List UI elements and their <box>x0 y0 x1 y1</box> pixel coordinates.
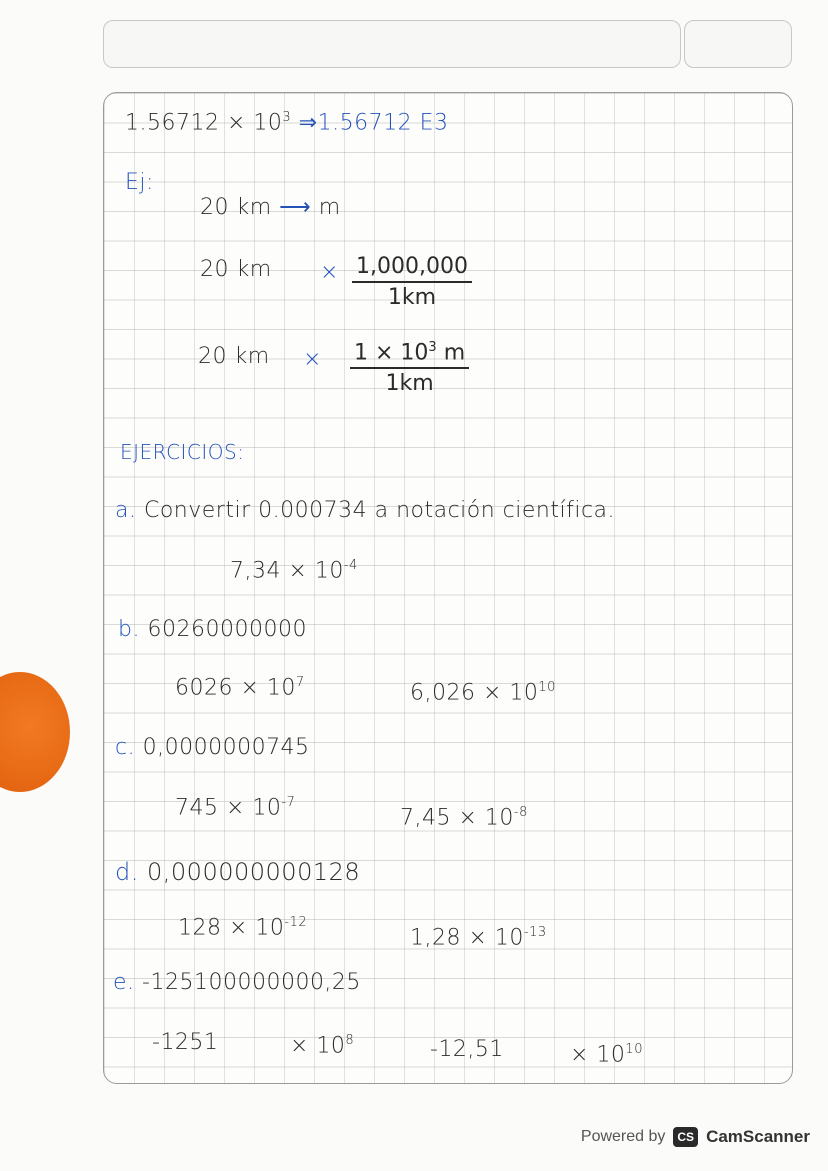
powered-by-text: Powered by <box>580 1128 666 1145</box>
example-3-fraction <box>350 340 469 396</box>
example-3-left: 20 km <box>198 344 270 369</box>
exercise-b: b. 60260000000 <box>118 617 307 642</box>
exercise-b-answer-2: $6,026 \times 10^{10}$ <box>410 680 556 706</box>
fraction-denominator: 1km <box>385 371 434 397</box>
exercise-d: d. 0,000000000128 <box>115 858 361 886</box>
example-2-left: 20 km <box>200 257 272 282</box>
camscanner-footer <box>581 1127 810 1147</box>
example-2-fraction <box>352 254 472 310</box>
camscanner-brand: CamScanner <box>706 1127 810 1146</box>
exercise-a: a. Convertir 0.000734 a notación científica. <box>115 498 616 523</box>
exercise-c-answer-2: $7,45 \times 10^{-8}$ <box>400 805 528 831</box>
exercise-c: c. 0,0000000745 <box>115 735 310 760</box>
camscanner-logo-icon: CS <box>673 1127 698 1147</box>
exercise-c-answer-1: $745 \times 10^{-7}$ <box>175 795 296 821</box>
fraction-numerator: $1 \times 10^3$ m <box>350 340 469 369</box>
exercise-e-answer-2-power: × $10^{10}$ <box>570 1042 643 1068</box>
exercise-e-answer-1-coef: -1251 <box>152 1030 219 1055</box>
exercise-e-answer-2-coef: -12,51 <box>430 1037 504 1062</box>
fraction-denominator: 1km <box>387 285 437 310</box>
orange-object <box>0 672 70 792</box>
notebook-header-box-small <box>684 20 792 68</box>
fraction-numerator: 1,000,000 <box>352 254 472 283</box>
example-2-op: × <box>320 260 339 285</box>
exercise-e-answer-1-power: × $10^8$ <box>290 1033 355 1059</box>
notebook-header-box <box>103 20 681 68</box>
line1: $1.56712 \times 10^3$ ⇒1.56712 E3 <box>125 110 449 136</box>
exercise-d-answer-1: $128 \times 10^{-12}$ <box>178 915 308 941</box>
exercise-e: e. -125100000000,25 <box>113 970 361 995</box>
exercise-a-answer: $7,34 \times 10^{-4}$ <box>230 558 358 584</box>
exercises-title: EJERCICIOS: <box>120 440 245 464</box>
example-3-op: × <box>303 347 322 372</box>
exercise-d-answer-2: $1,28 \times 10^{-13}$ <box>410 925 547 951</box>
example-1: 20 km ⟶ m <box>200 195 341 220</box>
example-label: Ej: <box>125 170 154 195</box>
exercise-b-answer-1: $6026 \times 10^7$ <box>175 675 305 701</box>
